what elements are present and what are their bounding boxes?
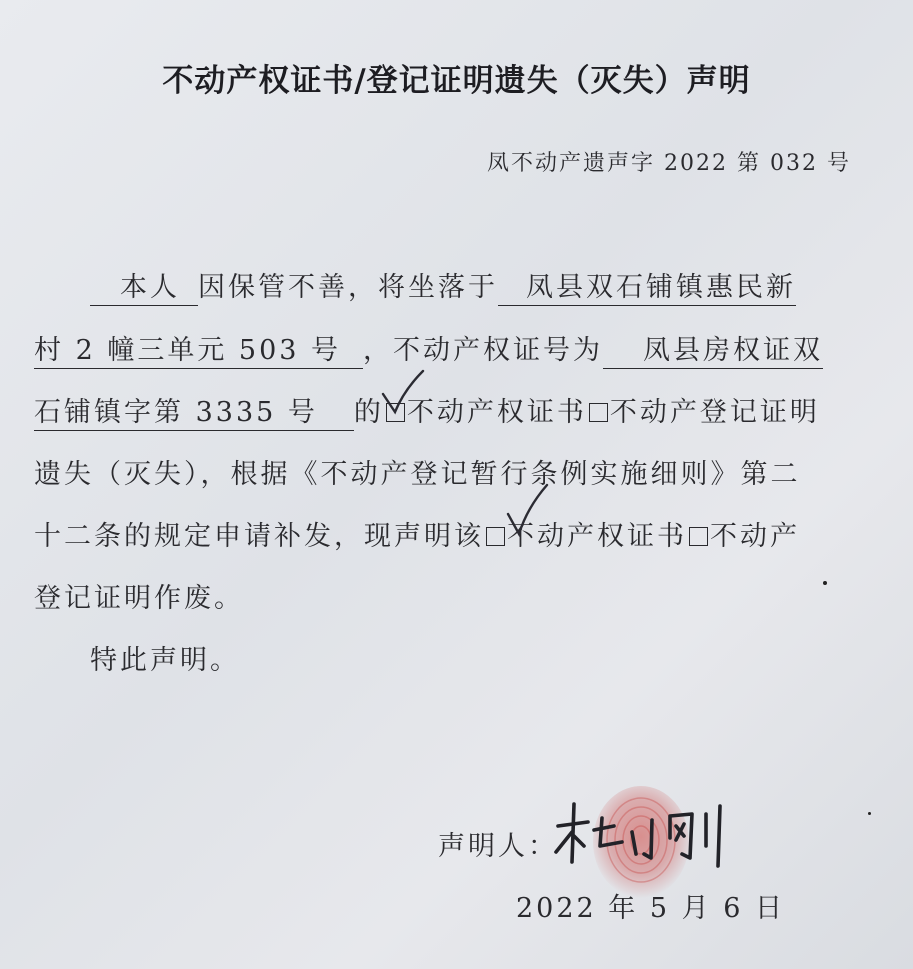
body-line-2	[34, 331, 823, 371]
closing-statement: 特此声明。	[90, 645, 240, 676]
declarant-label: 声明人：	[438, 831, 558, 862]
document-title: 不动产权证书/登记证明遗失（灭失）声明	[162, 63, 751, 99]
certificate-number-blank-cont: 石铺镇字第 3335 号	[34, 396, 354, 431]
declarant-blank: 本人	[90, 271, 198, 306]
document-number: 凤不动产遗声字 2022 第 032 号	[487, 151, 851, 176]
body-text: 的	[353, 397, 384, 428]
body-line-5	[34, 517, 800, 557]
checkbox-registration-2[interactable]	[689, 527, 708, 546]
checkbox-certificate-2[interactable]	[486, 527, 505, 546]
option-label: 不动产	[710, 521, 800, 552]
body-line-6: 登记证明作废。	[34, 583, 244, 614]
checkmark-icon	[505, 482, 551, 540]
body-text: 十二条的规定申请补发，现声明该	[34, 521, 484, 552]
paper-speck	[823, 581, 827, 585]
option-label: 不动产登记证明	[609, 397, 820, 428]
handwritten-signature	[548, 796, 728, 876]
address-blank: 凤县双石铺镇惠民新	[498, 271, 796, 306]
body-line-3	[34, 393, 820, 433]
body-line-4: 遗失（灭失），根据《不动产登记暂行条例实施细则》第二	[34, 459, 801, 490]
checkbox-registration-1[interactable]	[589, 403, 608, 422]
address-blank-cont: 村 2 幢三单元 503 号	[34, 334, 363, 369]
declaration-date: 2022 年 5 月 6 日	[516, 893, 785, 924]
option-label: 不动产权证书	[507, 521, 687, 552]
body-line-1	[90, 268, 796, 308]
body-text: ，不动产权证号为	[363, 335, 604, 366]
certificate-number-blank: 凤县房权证双	[603, 334, 823, 369]
option-label: 不动产权证书	[406, 397, 587, 428]
paper-speck	[868, 812, 871, 815]
checkmark-icon	[380, 368, 426, 418]
body-text: 因保管不善，将坐落于	[198, 272, 498, 303]
